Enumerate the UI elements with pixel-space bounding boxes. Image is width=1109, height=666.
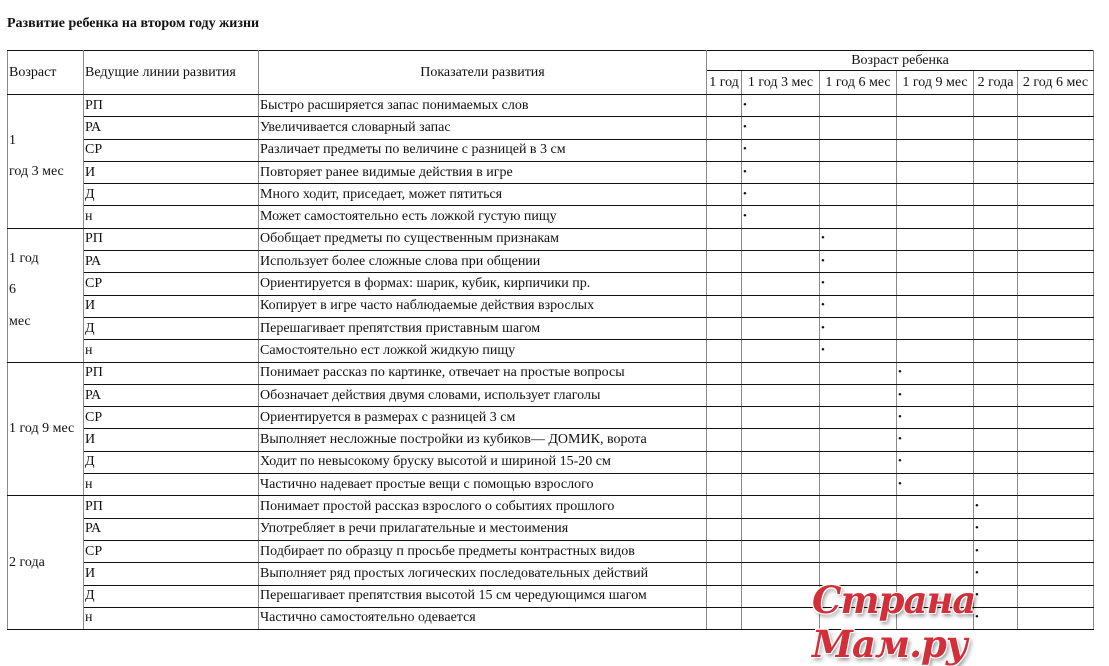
table-row — [8, 340, 1094, 362]
age-group-label: 6 — [9, 282, 16, 298]
indicator-cell: Выполняет ряд простых логических последовательных действий — [259, 563, 707, 585]
bullet-marker-icon: • — [743, 165, 747, 178]
age-mark-cell — [897, 228, 974, 250]
age-mark-cell — [742, 563, 820, 585]
age-mark-cell — [974, 317, 1018, 339]
age-mark-cell — [707, 607, 742, 629]
development-line-cell: н — [84, 340, 259, 362]
development-line-cell: РП — [84, 228, 259, 250]
age-mark-cell — [1018, 161, 1094, 183]
indicator-cell: Перешагивает препятствия приставным шагом — [259, 317, 707, 339]
age-mark-cell — [974, 496, 1018, 518]
bullet-marker-icon: • — [821, 299, 825, 312]
age-mark-cell — [707, 184, 742, 206]
indicator-cell: Повторяет ранее видимые действия в игре — [259, 161, 707, 183]
development-line-cell: н — [84, 607, 259, 629]
age-mark-cell — [1018, 117, 1094, 139]
age-mark-cell — [742, 184, 820, 206]
age-mark-cell — [1018, 206, 1094, 228]
bullet-marker-icon: • — [821, 254, 825, 267]
bullet-marker-icon: • — [898, 366, 902, 379]
indicator-cell: Копирует в игре часто наблюдаемые действия взрослых — [259, 295, 707, 317]
age-mark-cell — [820, 117, 897, 139]
indicator-cell: Употребляет в речи прилагательные и местоимения — [259, 518, 707, 540]
table-row — [8, 518, 1094, 540]
indicator-cell: Обобщает предметы по существенным признакам — [259, 228, 707, 250]
age-group-label: 1 — [9, 132, 16, 148]
age-mark-cell — [1018, 474, 1094, 496]
age-mark-cell — [707, 585, 742, 607]
age-group-cell — [8, 496, 84, 630]
age-mark-cell — [1018, 228, 1094, 250]
age-mark-cell — [897, 474, 974, 496]
age-mark-cell — [820, 95, 897, 117]
age-mark-cell — [1018, 540, 1094, 562]
age-mark-cell — [897, 251, 974, 273]
age-mark-cell — [974, 228, 1018, 250]
table-row — [8, 161, 1094, 183]
table-row — [8, 540, 1094, 562]
age-mark-cell — [820, 317, 897, 339]
bullet-marker-icon: • — [975, 499, 979, 512]
age-mark-cell — [742, 228, 820, 250]
age-group-cell — [8, 362, 84, 496]
age-mark-cell — [820, 340, 897, 362]
development-line-cell: РА — [84, 384, 259, 406]
development-line-cell: н — [84, 206, 259, 228]
age-mark-cell — [1018, 362, 1094, 384]
development-line-cell: РП — [84, 95, 259, 117]
bullet-marker-icon: • — [743, 120, 747, 133]
age-mark-cell — [897, 518, 974, 540]
bullet-marker-icon: • — [743, 143, 747, 156]
indicator-cell: Ходит по невысокому бруску высотой и шириной 15-20 см — [259, 451, 707, 473]
age-mark-cell — [707, 295, 742, 317]
age-mark-cell — [820, 139, 897, 161]
indicator-cell: Частично самостоятельно одевается — [259, 607, 707, 629]
bullet-marker-icon: • — [975, 544, 979, 557]
age-mark-cell — [742, 362, 820, 384]
table-row — [8, 407, 1094, 429]
indicator-cell: Понимает простой рассказ взрослого о событиях прошлого — [259, 496, 707, 518]
age-mark-cell — [820, 384, 897, 406]
age-mark-cell — [897, 295, 974, 317]
age-mark-cell — [742, 607, 820, 629]
age-mark-cell — [897, 429, 974, 451]
age-mark-cell — [1018, 95, 1094, 117]
age-mark-cell — [820, 496, 897, 518]
table-row — [8, 228, 1094, 250]
age-mark-cell — [1018, 340, 1094, 362]
indicator-cell: Подбирает по образцу п просьбе предметы контрастных видов — [259, 540, 707, 562]
header-age: Возраст — [8, 51, 84, 95]
age-mark-cell — [974, 95, 1018, 117]
age-mark-cell — [897, 384, 974, 406]
age-mark-cell — [820, 518, 897, 540]
development-line-cell: РА — [84, 117, 259, 139]
bullet-marker-icon: • — [821, 277, 825, 290]
header-age-col: 2 год 6 мес — [1018, 71, 1094, 95]
development-line-cell: И — [84, 295, 259, 317]
development-line-cell: СР — [84, 407, 259, 429]
bullet-marker-icon: • — [743, 210, 747, 223]
age-mark-cell — [974, 161, 1018, 183]
header-lines: Ведущие линии развития — [84, 51, 259, 95]
indicator-cell: Выполняет несложные постройки из кубиков— ДОМИК, ворота — [259, 429, 707, 451]
age-mark-cell — [707, 429, 742, 451]
age-group-label: 1 год — [9, 250, 39, 266]
age-mark-cell — [820, 474, 897, 496]
header-age-col: 1 год 6 мес — [820, 71, 897, 95]
age-mark-cell — [974, 429, 1018, 451]
age-mark-cell — [974, 384, 1018, 406]
age-mark-cell — [974, 407, 1018, 429]
table-row — [8, 184, 1094, 206]
development-line-cell: Д — [84, 317, 259, 339]
header-age-col: 1 год 9 мес — [897, 71, 974, 95]
age-mark-cell — [897, 451, 974, 473]
age-mark-cell — [897, 206, 974, 228]
age-group-cell — [8, 95, 84, 229]
age-mark-cell — [1018, 407, 1094, 429]
age-mark-cell — [742, 340, 820, 362]
bullet-marker-icon: • — [821, 232, 825, 245]
indicator-cell: Различает предметы по величине с разницей в 3 см — [259, 139, 707, 161]
age-mark-cell — [897, 362, 974, 384]
age-mark-cell — [742, 295, 820, 317]
table-row — [8, 251, 1094, 273]
age-mark-cell — [742, 496, 820, 518]
header-age-col: 1 год 3 мес — [742, 71, 820, 95]
table-row — [8, 474, 1094, 496]
age-mark-cell — [707, 474, 742, 496]
table-row — [8, 384, 1094, 406]
age-mark-cell — [707, 496, 742, 518]
age-mark-cell — [897, 317, 974, 339]
bullet-marker-icon: • — [898, 433, 902, 446]
age-mark-cell — [1018, 518, 1094, 540]
age-mark-cell — [707, 317, 742, 339]
age-mark-cell — [897, 340, 974, 362]
age-mark-cell — [742, 429, 820, 451]
age-mark-cell — [1018, 429, 1094, 451]
age-mark-cell — [897, 161, 974, 183]
header-child-age: Возраст ребенка — [707, 51, 1094, 71]
age-mark-cell — [707, 117, 742, 139]
header-indicators: Показатели развития — [259, 51, 707, 95]
indicator-cell: Ориентируется в формах: шарик, кубик, кирпичики пр. — [259, 273, 707, 295]
table-row — [8, 95, 1094, 117]
indicator-cell: Перешагивает препятствия высотой 15 см чередующимся шагом — [259, 585, 707, 607]
age-mark-cell — [742, 451, 820, 473]
age-mark-cell — [707, 251, 742, 273]
age-mark-cell — [1018, 317, 1094, 339]
age-mark-cell — [974, 117, 1018, 139]
indicator-cell: Может самостоятельно есть ложкой густую пищу — [259, 206, 707, 228]
indicator-cell: Ориентируется в размерах с разницей 3 см — [259, 407, 707, 429]
header-age-col: 2 года — [974, 71, 1018, 95]
age-mark-cell — [707, 340, 742, 362]
age-mark-cell — [742, 540, 820, 562]
table-body — [8, 95, 1094, 630]
bullet-marker-icon: • — [975, 589, 979, 602]
indicator-cell: Быстро расширяется запас понимаемых слов — [259, 95, 707, 117]
bullet-marker-icon: • — [898, 455, 902, 468]
age-mark-cell — [974, 139, 1018, 161]
age-mark-cell — [974, 340, 1018, 362]
age-mark-cell — [974, 362, 1018, 384]
bullet-marker-icon: • — [821, 343, 825, 356]
age-mark-cell — [707, 95, 742, 117]
age-mark-cell — [707, 518, 742, 540]
age-mark-cell — [820, 161, 897, 183]
age-mark-cell — [1018, 496, 1094, 518]
age-mark-cell — [742, 317, 820, 339]
age-group-label: 1 год 9 мес — [9, 421, 75, 437]
age-mark-cell — [742, 384, 820, 406]
age-mark-cell — [897, 273, 974, 295]
age-mark-cell — [820, 273, 897, 295]
age-group-label: 2 года — [9, 554, 45, 570]
age-mark-cell — [897, 496, 974, 518]
age-mark-cell — [974, 206, 1018, 228]
age-mark-cell — [742, 117, 820, 139]
age-mark-cell — [820, 429, 897, 451]
table-row — [8, 429, 1094, 451]
age-mark-cell — [974, 474, 1018, 496]
bullet-marker-icon: • — [898, 388, 902, 401]
development-line-cell: н — [84, 474, 259, 496]
age-mark-cell — [742, 139, 820, 161]
development-line-cell: И — [84, 563, 259, 585]
age-mark-cell — [897, 407, 974, 429]
age-mark-cell — [974, 518, 1018, 540]
bullet-marker-icon: • — [898, 410, 902, 423]
development-line-cell: Д — [84, 451, 259, 473]
indicator-cell: Использует более сложные слова при общении — [259, 251, 707, 273]
development-line-cell: РА — [84, 518, 259, 540]
age-mark-cell — [897, 184, 974, 206]
table-row — [8, 206, 1094, 228]
indicator-cell: Частично надевает простые вещи с помощью взрослого — [259, 474, 707, 496]
age-mark-cell — [820, 540, 897, 562]
age-mark-cell — [1018, 451, 1094, 473]
development-line-cell: Д — [84, 184, 259, 206]
age-mark-cell — [707, 362, 742, 384]
age-mark-cell — [974, 295, 1018, 317]
bullet-marker-icon: • — [898, 477, 902, 490]
age-mark-cell — [897, 139, 974, 161]
development-line-cell: РП — [84, 496, 259, 518]
bullet-marker-icon: • — [743, 98, 747, 111]
age-mark-cell — [742, 585, 820, 607]
age-mark-cell — [974, 273, 1018, 295]
indicator-cell: Самостоятельно ест ложкой жидкую пищу — [259, 340, 707, 362]
page-title: Развитие ребенка на втором году жизни — [7, 16, 260, 31]
table-row — [8, 317, 1094, 339]
age-mark-cell — [742, 161, 820, 183]
development-table — [7, 50, 1094, 630]
table-row — [8, 273, 1094, 295]
age-mark-cell — [742, 273, 820, 295]
bullet-marker-icon: • — [821, 321, 825, 334]
age-mark-cell — [707, 161, 742, 183]
age-mark-cell — [707, 273, 742, 295]
table-row — [8, 139, 1094, 161]
indicator-cell: Понимает рассказ по картинке, отвечает на простые вопросы — [259, 362, 707, 384]
header-age-col: 1 год — [707, 71, 742, 95]
age-mark-cell — [707, 540, 742, 562]
age-mark-cell — [820, 228, 897, 250]
age-mark-cell — [707, 228, 742, 250]
table-row — [8, 496, 1094, 518]
indicator-cell: Много ходит, приседает, может пятиться — [259, 184, 707, 206]
age-mark-cell — [1018, 295, 1094, 317]
indicator-cell: Обозначает действия двумя словами, использует глаголы — [259, 384, 707, 406]
age-mark-cell — [820, 184, 897, 206]
age-mark-cell — [820, 251, 897, 273]
age-mark-cell — [820, 451, 897, 473]
table-row — [8, 295, 1094, 317]
age-mark-cell — [707, 206, 742, 228]
age-mark-cell — [1018, 273, 1094, 295]
age-mark-cell — [974, 540, 1018, 562]
development-line-cell: РА — [84, 251, 259, 273]
age-mark-cell — [820, 362, 897, 384]
watermark-logo: Страна Мам.ру — [812, 578, 976, 666]
age-mark-cell — [1018, 139, 1094, 161]
age-mark-cell — [707, 407, 742, 429]
development-line-cell: СР — [84, 540, 259, 562]
age-mark-cell — [742, 206, 820, 228]
age-mark-cell — [820, 407, 897, 429]
age-mark-cell — [1018, 384, 1094, 406]
age-mark-cell — [742, 251, 820, 273]
development-line-cell: РП — [84, 362, 259, 384]
bullet-marker-icon: • — [975, 611, 979, 624]
age-mark-cell — [707, 563, 742, 585]
age-mark-cell — [974, 451, 1018, 473]
bullet-marker-icon: • — [743, 187, 747, 200]
age-mark-cell — [742, 407, 820, 429]
age-mark-cell — [974, 184, 1018, 206]
age-mark-cell — [1018, 251, 1094, 273]
age-mark-cell — [707, 451, 742, 473]
age-mark-cell — [897, 117, 974, 139]
development-line-cell: И — [84, 429, 259, 451]
age-mark-cell — [742, 474, 820, 496]
age-mark-cell — [820, 206, 897, 228]
table-row — [8, 117, 1094, 139]
age-mark-cell — [707, 139, 742, 161]
age-mark-cell — [742, 95, 820, 117]
age-mark-cell — [897, 95, 974, 117]
table-row — [8, 451, 1094, 473]
age-mark-cell — [974, 251, 1018, 273]
development-line-cell: Д — [84, 585, 259, 607]
age-mark-cell — [707, 384, 742, 406]
bullet-marker-icon: • — [975, 522, 979, 535]
age-mark-cell — [1018, 184, 1094, 206]
age-mark-cell — [820, 295, 897, 317]
age-mark-cell — [897, 540, 974, 562]
development-line-cell: СР — [84, 139, 259, 161]
table-row — [8, 362, 1094, 384]
age-group-label: мес — [9, 314, 31, 330]
age-mark-cell — [742, 518, 820, 540]
age-group-cell — [8, 228, 84, 362]
age-group-label: год 3 мес — [9, 164, 64, 180]
development-line-cell: СР — [84, 273, 259, 295]
development-line-cell: И — [84, 161, 259, 183]
indicator-cell: Увеличивается словарный запас — [259, 117, 707, 139]
bullet-marker-icon: • — [975, 566, 979, 579]
